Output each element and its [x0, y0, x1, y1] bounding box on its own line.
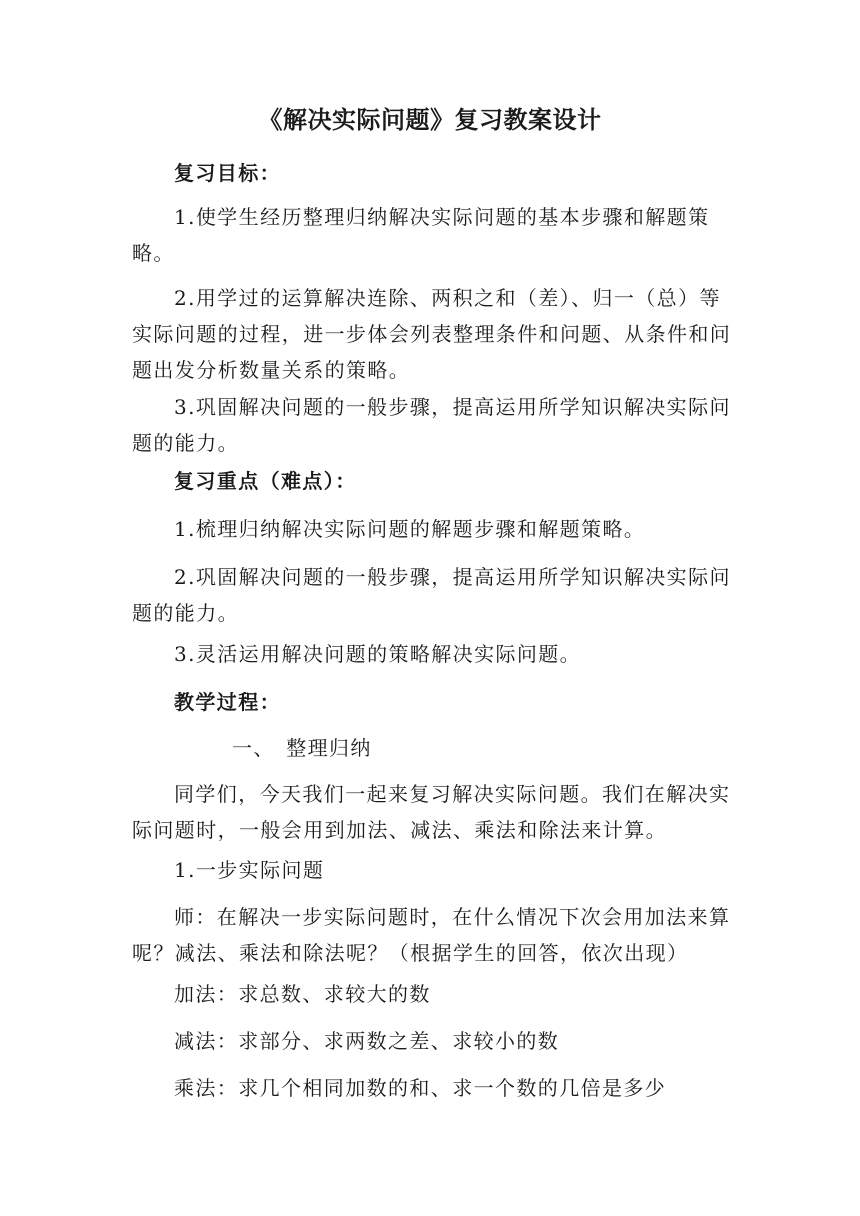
process-heading: 教学过程： [174, 690, 281, 714]
teacher-question: 师：在解决一步实际问题时，在什么情况下次会用加法来算呢？减法、乘法和除法呢？（根据学生的回答，依次出现） [132, 905, 731, 965]
intro-paragraph: 同学们，今天我们一起来复习解决实际问题。我们在解决实际问题时，一般会用到加法、减法、乘法和除法来计算。 [132, 782, 731, 842]
objectives-heading: 复习目标： [174, 161, 281, 185]
key-point-item: 1.梳理归纳解决实际问题的解题步骤和解题策略。 [174, 517, 646, 541]
key-point-item: 3.灵活运用解决问题的策略解决实际问题。 [174, 642, 582, 666]
operation-addition: 加法：求总数、求较大的数 [174, 982, 431, 1006]
objective-item: 3.巩固解决问题的一般步骤，提高运用所学知识解决实际问题的能力。 [132, 395, 731, 455]
key-points-heading: 复习重点（难点）： [174, 469, 357, 493]
operation-subtraction: 减法：求部分、求两数之差、求较小的数 [174, 1029, 560, 1053]
operation-multiplication: 乘法：求几个相同加数的和、求一个数的几倍是多少 [174, 1076, 667, 1100]
objective-item: 2.用学过的运算解决连除、两积之和（差）、归一（总）等实际问题的过程，进一步体会列表整理条件和问题、从条件和问题出发分析数量关系的策略。 [132, 286, 732, 382]
key-point-item: 2.巩固解决问题的一般步骤，提高运用所学知识解决实际问题的能力。 [132, 565, 731, 625]
subsection-heading: 1.一步实际问题 [174, 858, 325, 882]
document-title: 《解决实际问题》复习教案设计 [258, 105, 602, 134]
objective-item: 1.使学生经历整理归纳解决实际问题的基本步骤和解题策略。 [132, 205, 710, 265]
section-heading: 一、 整理归纳 [232, 736, 372, 760]
